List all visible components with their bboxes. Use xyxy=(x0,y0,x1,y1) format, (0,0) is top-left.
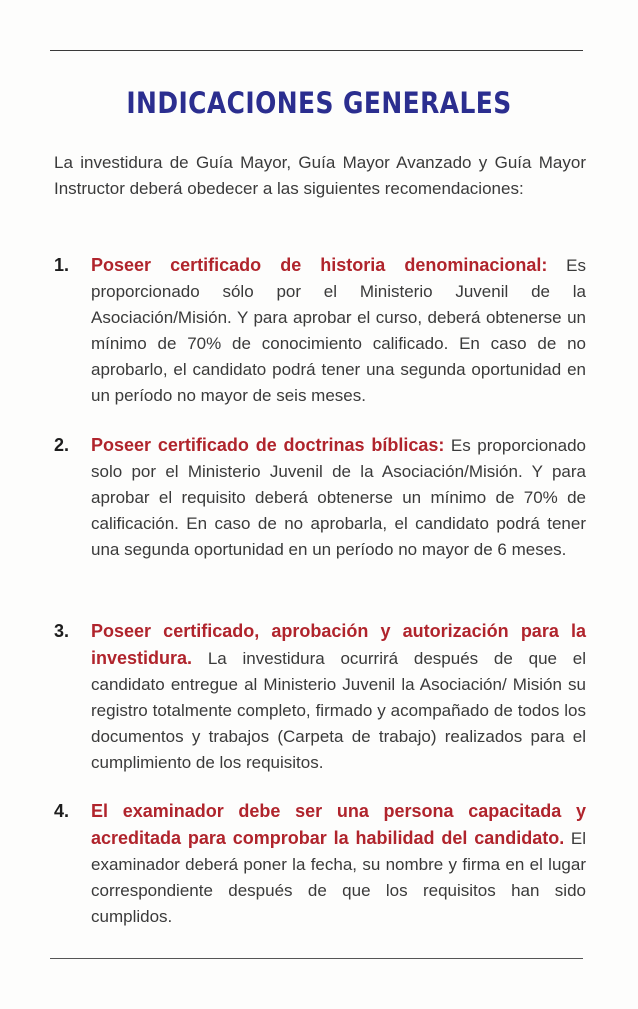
item-number: 1. xyxy=(54,255,70,275)
item-number: 3. xyxy=(54,621,70,641)
item-body xyxy=(91,798,586,930)
intro-paragraph: La investidura de Guía Mayor, Guía Mayor Avanzado y Guía Mayor Instructor deberá obedecer a las siguientes recomendaciones: xyxy=(54,153,586,198)
item-lead: El examinador debe ser una persona capacitada y acreditada para comprobar la habilidad del candidato. xyxy=(91,801,586,848)
item-lead: Poseer certificado de historia denominacional: xyxy=(91,255,548,275)
item-text: El examinador deberá poner la fecha, su nombre y firma en el lugar correspondiente después de que los requisitos han sido cumplidos. xyxy=(91,829,586,926)
item-lead: Poseer certificado, aprobación y autorización para la investidura. xyxy=(91,621,586,668)
item-text: La investidura ocurrirá después de que el candidato entregue al Ministerio Juvenil la Asociación/ Misión su registro totalmente completo, firmado y acompañado de todos los documentos y trabajos (Carpeta de trabajo) realizados para el cumplimiento de los requisitos. xyxy=(91,649,586,772)
item-body xyxy=(91,432,586,563)
list-item xyxy=(54,618,586,776)
item-text: Es proporcionado solo por el Ministerio Juvenil de la Asociación/Misión. Y para aprobar el requisito deberá obtenerse un mínimo de 70% de calificación. En caso de no aprobarla, el candidato podrá tener una segunda oportunidad en un período no mayor de 6 meses. xyxy=(91,436,586,559)
item-text: Es proporcionado sólo por el Ministerio Juvenil de la Asociación/Misión. Y para aprobar el curso, deberá obtenerse un mínimo de 70% de conocimiento calificado. En caso de no aprobarlo, el candidato podrá tener una segunda oportunidad en un período no mayor de seis meses. xyxy=(91,256,586,405)
page-title: INDICACIONES GENERALES xyxy=(126,86,512,120)
item-body xyxy=(91,618,586,776)
item-number: 2. xyxy=(54,435,70,455)
list-item xyxy=(54,432,586,563)
list-item xyxy=(54,252,586,409)
item-lead: Poseer certificado de doctrinas bíblicas: xyxy=(91,435,445,455)
bottom-divider xyxy=(50,958,583,959)
top-divider xyxy=(50,50,583,51)
item-number: 4. xyxy=(54,801,70,821)
list-item xyxy=(54,798,586,930)
item-body xyxy=(91,252,586,409)
